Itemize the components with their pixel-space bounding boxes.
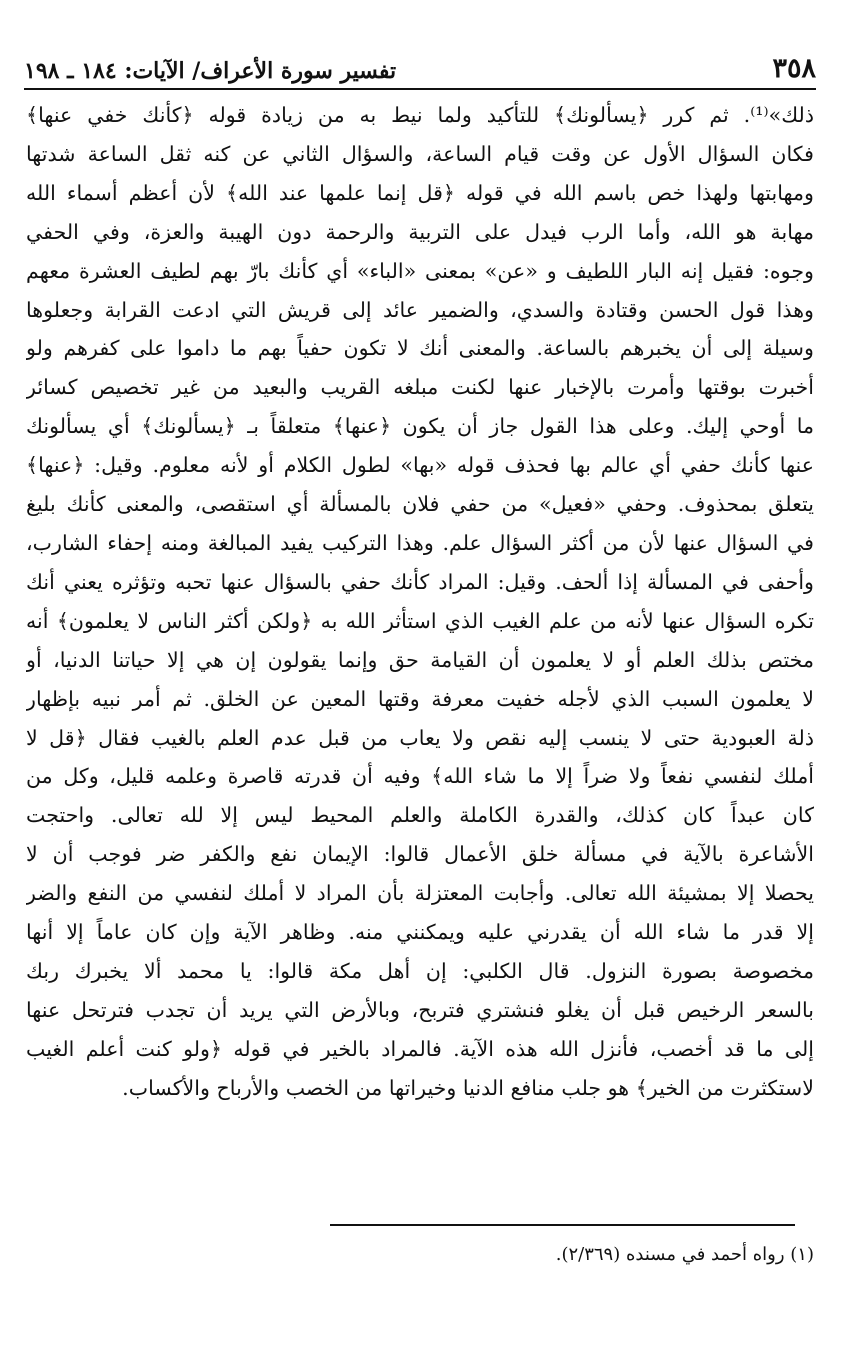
running-head: تفسير سورة الأعراف/ الآيات: ١٨٤ ـ ١٩٨ [24, 58, 397, 84]
text-line: الأشاعرة بالآية في مسألة خلق الأعمال قالوا: الإيمان نفع والكفر ضر فوجب أن لا [26, 842, 814, 867]
text-line: تكره السؤال عنها لأنه من علم الغيب الذي استأثر الله به ﴿ولكن أكثر الناس لا يعلمون﴾ أنه [26, 608, 814, 633]
text-line: في السؤال عنها لأن من أكثر السؤال علم. وهذا التركيب يفيد المبالغة ومنه إحفاء الشارب، [26, 530, 814, 555]
text-line: مختص بذلك العلم أو لا يعلمون أن القيامة حق وإنما يقولون إن هي إلا حياتنا الدنيا، أو [26, 647, 814, 672]
page-header [24, 44, 816, 90]
text-line: ما أوحي إليك. وعلى هذا القول جاز أن يكون ﴿عنها﴾ متعلقاً بـ ﴿يسألونك﴾ أي يسألونك [26, 414, 814, 439]
text-line: أخبرت بوقتها وأمرت بالإخبار عنها لكنت مبلغه القريب والبعيد من غير تخصيص كسائر [26, 375, 814, 400]
text-line: أملك لنفسي نفعاً ولا ضراً إلا ما شاء الله﴾ وفيه أن قدرته قاصرة وعلمه قليل، وكل من [26, 764, 814, 789]
text-line: ذلك»⁽¹⁾. ثم كرر ﴿يسألونك﴾ للتأكيد ولما نيط به من زيادة قوله ﴿كأنك خفي عنها﴾ [26, 103, 814, 127]
text-line: مخصوصة بصورة النزول. قال الكلبي: إن أهل مكة قالوا: يا محمد ألا يخبرك ربك [26, 958, 814, 983]
text-line: لا يعلمون السبب الذي لأجله خفيت معرفة وقتها المعين عن الخلق. ثم أمر نبيه بإظهار [26, 686, 814, 711]
text-line: وأحفى في المسألة إذا ألحف. وقيل: المراد كأنك حفي بالسؤال عنها تحبه وتؤثره يعني أنك [26, 569, 814, 594]
text-line: فكان السؤال الأول عن وقت قيام الساعة، والسؤال الثاني عن كنه ثقل الساعة شدتها [26, 141, 814, 166]
text-line: ذلة العبودية حتى لا ينسب إليه نقص ولا يعاب من قبل عدم العلم بالغيب فقال ﴿قل لا [26, 725, 814, 750]
text-line: كان عبداً كان كذلك، والقدرة الكاملة والعلم المحيط ليس إلا لله تعالى. واحتجت [26, 803, 814, 828]
text-line: إلى ما قد أخصب، فأنزل الله هذه الآية. فالمراد بالخير في قوله ﴿ولو كنت أعلم الغيب [26, 1036, 814, 1061]
text-line: إلا قدر ما شاء الله أن يقدرني عليه ويمكنني منه. وظاهر الآية وإن كان عاماً إلا أنها [26, 920, 814, 945]
text-line: لاستكثرت من الخير﴾ هو جلب منافع الدنيا وخيراتها من الخصب والأرباح والأكساب. [122, 1075, 814, 1100]
text-line: وهذا قول الحسن وقتادة والسدي، والضمير عائد إلى قريش التي ادعت القرابة وجعلوها [26, 297, 814, 322]
text-line: يحصلا إلا بمشيئة الله تعالى. وأجابت المعتزلة بأن المراد لا أملك لنفسي من النفع والضر [26, 881, 814, 906]
text-line: يتعلق بمحذوف. وحفي «فعيل» من حفي فلان بالمسألة أي استقصى، والمعنى كأنك بليغ [26, 492, 814, 517]
footnote: (١) رواه أحمد في مسنده (٢/٣٦٩). [555, 1244, 814, 1265]
body-text [26, 96, 814, 1108]
text-line: وجوه: فقيل إنه البار اللطيف و «عن» بمعنى «الباء» أي كأنك بارّ بهم لطيف العشرة معهم [26, 258, 814, 283]
text-line: ومهابتها ولهذا خص باسم الله في قوله ﴿قل إنما علمها عند الله﴾ لأن أعظم أسماء الله [26, 180, 814, 205]
text-line: بالسعر الرخيص قبل أن يغلو فنشتري فتربح، وبالأرض التي يريد أن تجدب فترتحل عنها [26, 997, 814, 1022]
text-line: مهابة هو الله، وأما الرب فيدل على التربية والرحمة دون الهيبة والعزة، وفي الحفي [26, 219, 814, 244]
text-line: عنها كأنك حفي أي عالم بها فحذف قوله «بها» لطول الكلام أو لأنه معلوم. وقيل: ﴿عنها﴾ [26, 453, 814, 478]
page-number: ٣٥٨ [772, 53, 816, 84]
text-line: وسيلة إلى أن يخبرهم بالساعة. والمعنى أنك لا تكون حفياً بهم ما داموا على كفرهم ولو [26, 336, 814, 361]
footnote-divider [330, 1224, 795, 1226]
